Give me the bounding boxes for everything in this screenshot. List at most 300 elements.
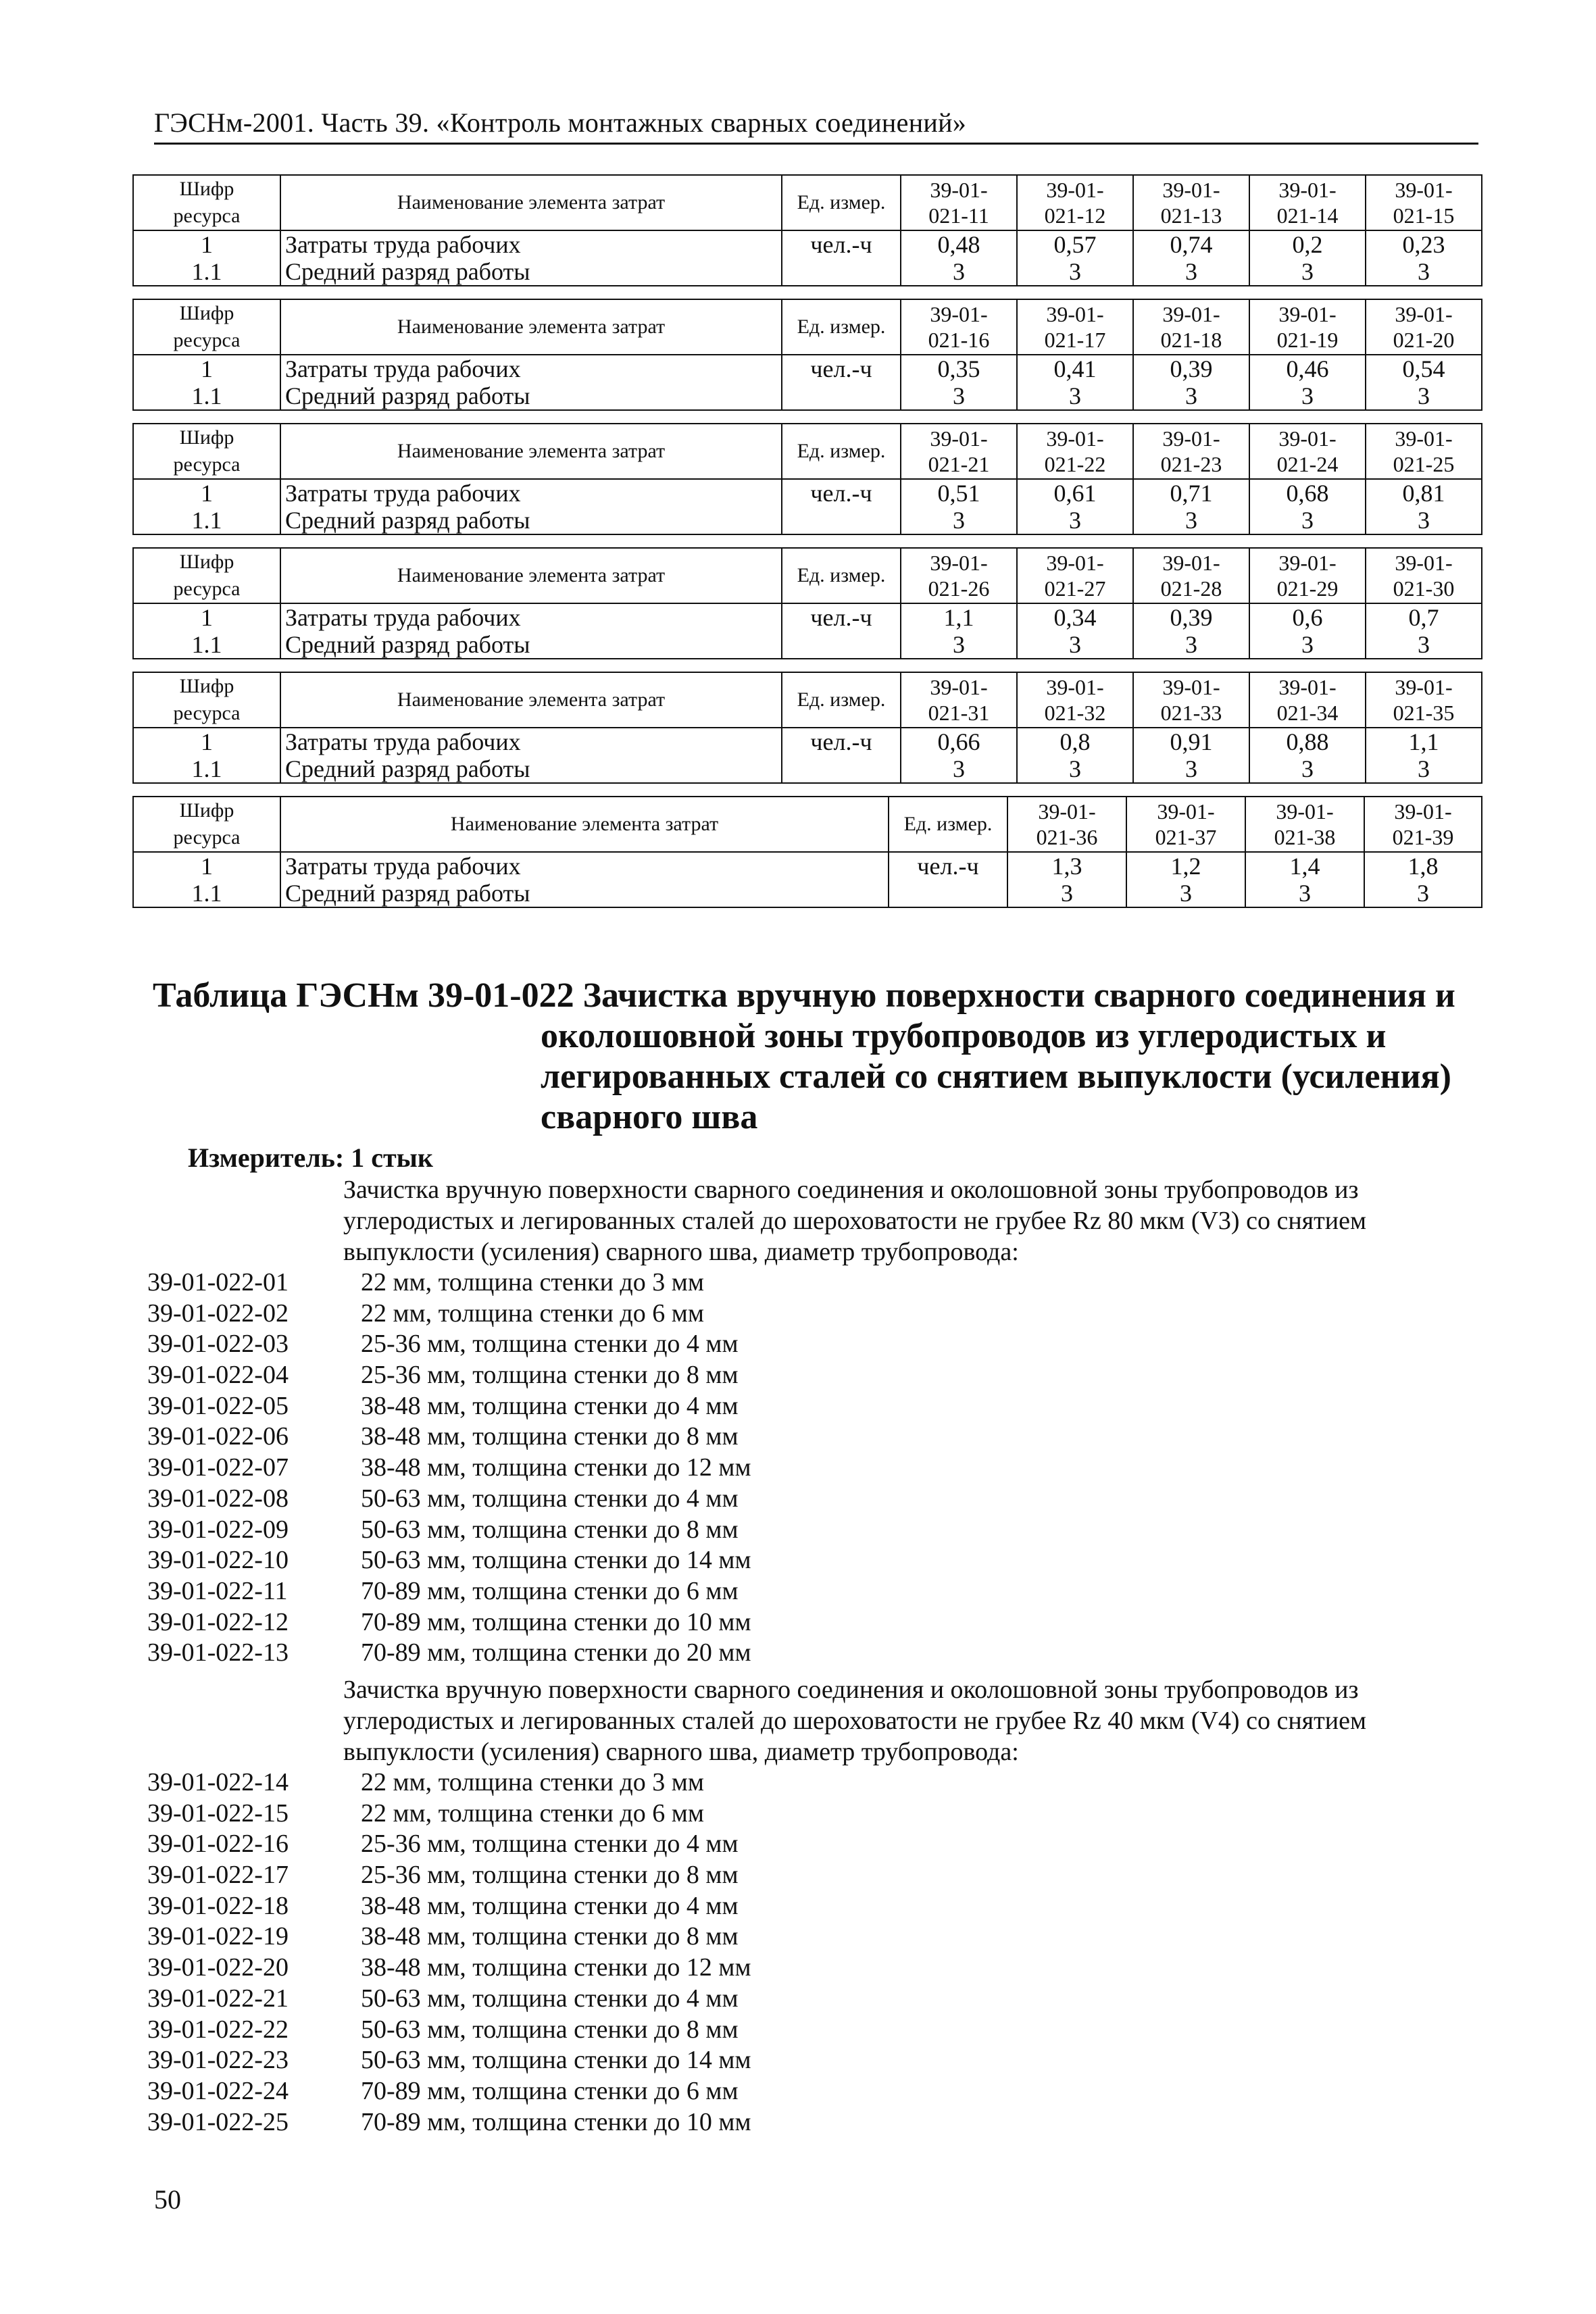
table-row [133, 507, 1482, 534]
cell-value-text: 3 [1061, 880, 1073, 907]
cell-code-text: 1 [201, 231, 213, 258]
col-header-norm-code [1126, 797, 1245, 852]
col-header-name-text: Наименование элемента затрат [397, 191, 666, 213]
col-header-norm-code-text: 39-01- [1162, 551, 1220, 575]
col-header-norm-code [1364, 797, 1482, 852]
col-header-norm-code-text: 021-30 [1393, 576, 1455, 601]
cell-value-text: 3 [953, 755, 965, 782]
item-code: 39-01-022-10 [147, 1546, 289, 1575]
section-text-line: выпуклости (усиления) сварного шва, диаметр трубопровода: [343, 1738, 1019, 1766]
item-description: 50-63 мм, толщина стенки до 14 мм [361, 1546, 751, 1575]
cell-value [1249, 507, 1366, 534]
cell-code-text: 1.1 [191, 880, 222, 907]
cell-value-text: 0,34 [1053, 604, 1097, 631]
col-header-unit [782, 175, 901, 230]
cell-value-text: 3 [1185, 631, 1197, 658]
col-header-code-text: ресурса [173, 702, 241, 724]
col-header-norm-code-text: 39-01- [1046, 178, 1104, 202]
cell-code-text: 1 [201, 728, 213, 755]
cell-value-text: 3 [1417, 880, 1429, 907]
item-description: 38-48 мм, толщина стенки до 12 мм [361, 1453, 751, 1482]
cell-value-text: 3 [1418, 755, 1430, 782]
col-header-norm-code [1017, 548, 1133, 603]
cell-code [133, 603, 280, 631]
col-header-norm-code [1366, 299, 1482, 355]
section-text-line: Зачистка вручную поверхности сварного соединения и околошовной зоны трубопроводов из [343, 1676, 1359, 1704]
cell-value-text: 3 [1069, 258, 1081, 285]
item-description: 38-48 мм, толщина стенки до 8 мм [361, 1922, 739, 1951]
col-header-norm-code-text: 021-24 [1276, 452, 1339, 476]
col-header-norm-code-text: 39-01- [1278, 675, 1337, 699]
list-item [147, 1484, 1161, 1515]
col-header-code-text: Шифр [179, 302, 234, 324]
col-header-norm-code-text: 39-01- [1162, 675, 1220, 699]
cell-name [280, 728, 782, 755]
cell-value [1249, 382, 1366, 410]
cell-value [1007, 852, 1126, 880]
cell-value-text: 0,54 [1402, 355, 1445, 382]
cell-value-text: 0,2 [1292, 231, 1323, 258]
cell-value [1133, 258, 1249, 286]
cell-name-text: Затраты труда рабочих [285, 355, 521, 382]
col-header-unit [782, 672, 901, 728]
col-header-name [280, 299, 782, 355]
cell-value [1017, 230, 1133, 258]
cell-name [280, 230, 782, 258]
item-code: 39-01-022-18 [147, 1891, 289, 1920]
cell-value-text: 0,51 [937, 480, 980, 507]
item-description: 50-63 мм, толщина стенки до 4 мм [361, 1484, 739, 1513]
item-code: 39-01-022-03 [147, 1330, 289, 1359]
cell-value [901, 355, 1017, 382]
item-description: 25-36 мм, толщина стенки до 4 мм [361, 1330, 739, 1359]
item-description: 50-63 мм, толщина стенки до 4 мм [361, 1984, 739, 2013]
cell-value-text: 3 [1069, 382, 1081, 409]
cell-unit-text: чел.-ч [810, 355, 872, 382]
col-header-code [133, 424, 280, 479]
section-text-line: углеродистых и легированных сталей до шероховатости не грубее Rz 40 мкм (V4) со снятием [343, 1707, 1366, 1735]
cell-value-text: 3 [1418, 258, 1430, 285]
table-row [133, 382, 1482, 410]
item-code: 39-01-022-06 [147, 1422, 289, 1451]
cell-unit [782, 603, 901, 631]
col-header-norm-code-text: 021-17 [1044, 328, 1106, 352]
col-header-unit-text: Ед. измер. [797, 688, 886, 711]
norm-table [132, 796, 1482, 908]
cell-unit [782, 479, 901, 507]
col-header-norm-code [1249, 548, 1366, 603]
col-header-norm-code-text: 39-01- [1395, 675, 1453, 699]
col-header-name [280, 175, 782, 230]
cell-value-text: 0,91 [1170, 728, 1213, 755]
cell-value-text: 3 [1069, 755, 1081, 782]
cell-value-text: 0,66 [937, 728, 980, 755]
cell-value [1249, 603, 1366, 631]
cell-value-text: 3 [953, 631, 965, 658]
item-code: 39-01-022-21 [147, 1984, 289, 2013]
cell-value-text: 3 [1418, 382, 1430, 409]
col-header-norm-code-text: 021-23 [1160, 452, 1222, 476]
cell-name-text: Средний разряд работы [285, 507, 530, 534]
item-code: 39-01-022-08 [147, 1484, 289, 1513]
col-header-norm-code-text: 39-01- [1046, 302, 1104, 326]
list-item [147, 1391, 1161, 1422]
col-header-norm-code-text: 021-25 [1393, 452, 1455, 476]
col-header-code-text: ресурса [173, 205, 241, 227]
cell-value [1017, 728, 1133, 755]
col-header-norm-code [901, 175, 1017, 230]
item-code: 39-01-022-24 [147, 2076, 289, 2105]
col-header-code [133, 175, 280, 230]
table-title [153, 976, 1477, 1138]
cell-value-text: 0,81 [1402, 480, 1445, 507]
cell-unit [889, 852, 1007, 880]
cell-name [280, 755, 782, 783]
table-row [133, 852, 1482, 880]
cell-value [901, 728, 1017, 755]
cell-value-text: 0,7 [1408, 604, 1439, 631]
list-item [147, 1576, 1161, 1607]
cell-value [901, 258, 1017, 286]
list-item [147, 1953, 1161, 1984]
cell-name-text: Затраты труда рабочих [285, 728, 521, 755]
item-code: 39-01-022-17 [147, 1861, 289, 1890]
running-header: ГЭСНм-2001. Часть 39. «Контроль монтажных сварных соединений» [154, 107, 1478, 145]
cell-value [1133, 507, 1249, 534]
item-code: 39-01-022-19 [147, 1922, 289, 1951]
cell-code-text: 1 [201, 355, 213, 382]
cell-value [1133, 382, 1249, 410]
list-item [147, 1891, 1161, 1922]
col-header-norm-code-text: 021-27 [1044, 576, 1106, 601]
col-header-norm-code [1366, 548, 1482, 603]
col-header-norm-code [1017, 424, 1133, 479]
cell-value-text: 0,39 [1170, 355, 1213, 382]
col-header-code [133, 299, 280, 355]
col-header-unit-text: Ед. измер. [797, 564, 886, 586]
cell-unit [889, 880, 1007, 907]
col-header-name-text: Наименование элемента затрат [450, 813, 719, 835]
cell-name-text: Средний разряд работы [285, 258, 530, 285]
cell-value [1366, 631, 1482, 659]
col-header-norm-code-text: 021-29 [1276, 576, 1339, 601]
item-description: 70-89 мм, толщина стенки до 10 мм [361, 1607, 751, 1636]
cell-value [1133, 479, 1249, 507]
item-code: 39-01-022-05 [147, 1391, 289, 1420]
cell-value [1366, 355, 1482, 382]
cell-value-text: 0,57 [1053, 231, 1097, 258]
list-item [147, 1638, 1161, 1669]
cell-code [133, 852, 280, 880]
col-header-unit [782, 299, 901, 355]
col-header-norm-code-text: 39-01- [1276, 799, 1334, 824]
cell-value-text: 1,8 [1407, 853, 1439, 880]
col-header-code-text: ресурса [173, 826, 241, 849]
cell-code-text: 1.1 [191, 507, 222, 534]
col-header-norm-code-text: 39-01- [1162, 178, 1220, 202]
cell-value-text: 0,74 [1170, 231, 1213, 258]
item-description: 25-36 мм, толщина стенки до 8 мм [361, 1861, 739, 1890]
cell-value-text: 0,23 [1402, 231, 1445, 258]
cell-value-text: 0,48 [937, 231, 980, 258]
cell-value [1366, 479, 1482, 507]
cell-value [1017, 479, 1133, 507]
cell-value [1017, 258, 1133, 286]
cell-value [1017, 507, 1133, 534]
col-header-code-text: ресурса [173, 453, 241, 476]
col-header-name [280, 672, 782, 728]
cell-value [1249, 631, 1366, 659]
cell-value [901, 230, 1017, 258]
col-header-norm-code-text: 39-01- [1046, 551, 1104, 575]
list-item [147, 1422, 1161, 1453]
list-item [147, 1984, 1161, 2015]
cell-unit [782, 230, 901, 258]
col-header-norm-code-text: 39-01- [1162, 426, 1220, 451]
norm-table [132, 174, 1482, 286]
cell-code [133, 479, 280, 507]
cell-value-text: 3 [1299, 880, 1311, 907]
table-title-line: сварного шва [541, 1098, 758, 1136]
table-row [133, 230, 1482, 258]
item-code: 39-01-022-13 [147, 1638, 289, 1667]
cell-value [1249, 479, 1366, 507]
col-header-norm-code-text: 39-01- [930, 675, 988, 699]
cell-value-text: 3 [1185, 258, 1197, 285]
table-title-line: Таблица ГЭСНм 39-01-022 Зачистка вручную поверхности сварного соединения и [153, 976, 1455, 1015]
table-title-line: легированных сталей со снятием выпуклости (усиления) [541, 1057, 1451, 1096]
section-text-line: Зачистка вручную поверхности сварного соединения и околошовной зоны трубопроводов из [343, 1176, 1359, 1204]
cell-name [280, 603, 782, 631]
cell-unit-text: чел.-ч [810, 231, 872, 258]
measure-unit: Измеритель: 1 стык [188, 1142, 433, 1173]
cell-value-text: 0,8 [1059, 728, 1091, 755]
col-header-name [280, 548, 782, 603]
col-header-code [133, 672, 280, 728]
col-header-norm-code-text: 021-28 [1160, 576, 1222, 601]
item-code: 39-01-022-22 [147, 2015, 289, 2044]
col-header-norm-code-text: 021-31 [928, 701, 990, 725]
col-header-code-text: ресурса [173, 578, 241, 600]
cell-value [1245, 880, 1364, 907]
col-header-unit-text: Ед. измер. [797, 440, 886, 462]
col-header-norm-code-text: 021-15 [1393, 203, 1455, 228]
cell-value-text: 3 [1301, 755, 1314, 782]
list-item [147, 1299, 1161, 1330]
cell-name [280, 479, 782, 507]
cell-value [901, 603, 1017, 631]
cell-value-text: 3 [1301, 631, 1314, 658]
col-header-norm-code [1133, 672, 1249, 728]
norm-table [132, 547, 1482, 659]
table-row [133, 728, 1482, 755]
table-row [133, 880, 1482, 907]
col-header-norm-code [1249, 299, 1366, 355]
list-item [147, 1329, 1161, 1360]
col-header-code-text: ресурса [173, 329, 241, 351]
col-header-name-text: Наименование элемента затрат [397, 564, 666, 586]
cell-unit-text: чел.-ч [917, 853, 979, 880]
cell-value-text: 3 [1069, 631, 1081, 658]
col-header-name [280, 797, 889, 852]
table-title-line: околошовной зоны трубопроводов из углеродистых и [541, 1017, 1387, 1055]
cell-value [1249, 728, 1366, 755]
cell-code [133, 507, 280, 534]
cell-value-text: 3 [953, 258, 965, 285]
item-description: 22 мм, толщина стенки до 3 мм [361, 1768, 704, 1796]
cell-value-text: 3 [1185, 382, 1197, 409]
cell-value [901, 479, 1017, 507]
item-description: 38-48 мм, толщина стенки до 4 мм [361, 1391, 739, 1420]
col-header-unit-text: Ед. измер. [797, 191, 886, 213]
cell-name [280, 631, 782, 659]
col-header-norm-code-text: 021-38 [1274, 825, 1336, 849]
col-header-norm-code-text: 39-01- [930, 302, 988, 326]
resource-tables [132, 174, 1481, 920]
table-row [133, 631, 1482, 659]
col-header-name-text: Наименование элемента затрат [397, 316, 666, 338]
col-header-norm-code-text: 39-01- [1157, 799, 1215, 824]
item-description: 25-36 мм, толщина стенки до 4 мм [361, 1830, 739, 1859]
col-header-code-text: Шифр [179, 675, 234, 697]
cell-value [1364, 880, 1482, 907]
cell-value [1364, 852, 1482, 880]
section-text-line: выпуклости (усиления) сварного шва, диаметр трубопровода: [343, 1238, 1019, 1266]
col-header-norm-code-text: 021-26 [928, 576, 990, 601]
cell-unit [782, 755, 901, 783]
col-header-norm-code [1133, 299, 1249, 355]
cell-unit [782, 507, 901, 534]
item-description: 38-48 мм, толщина стенки до 4 мм [361, 1891, 739, 1920]
cell-value-text: 3 [1301, 507, 1314, 534]
cell-value-text: 3 [1185, 507, 1197, 534]
section-1-items [147, 1267, 1161, 1669]
item-code: 39-01-022-15 [147, 1799, 289, 1828]
cell-value-text: 3 [953, 507, 965, 534]
cell-value-text: 0,39 [1170, 604, 1213, 631]
norm-table [132, 299, 1482, 411]
item-description: 22 мм, толщина стенки до 6 мм [361, 1299, 704, 1328]
cell-unit-text: чел.-ч [810, 604, 872, 631]
section-text-line: углеродистых и легированных сталей до шероховатости не грубее Rz 80 мкм (V3) со снятием [343, 1207, 1366, 1235]
item-code: 39-01-022-04 [147, 1361, 289, 1390]
col-header-norm-code-text: 39-01- [1278, 426, 1337, 451]
cell-value [1249, 258, 1366, 286]
cell-value-text: 0,35 [937, 355, 980, 382]
cell-value [1366, 755, 1482, 783]
cell-value-text: 0,71 [1170, 480, 1213, 507]
cell-code-text: 1.1 [191, 258, 222, 285]
cell-value-text: 3 [953, 382, 965, 409]
col-header-norm-code-text: 021-39 [1392, 825, 1454, 849]
cell-code [133, 230, 280, 258]
col-header-norm-code [1133, 175, 1249, 230]
cell-value-text: 1,2 [1170, 853, 1201, 880]
list-item [147, 1545, 1161, 1576]
item-description: 38-48 мм, толщина стенки до 8 мм [361, 1422, 739, 1451]
list-item [147, 1921, 1161, 1953]
table-row [133, 258, 1482, 286]
col-header-norm-code-text: 39-01- [1046, 426, 1104, 451]
cell-value-text: 3 [1180, 880, 1192, 907]
cell-code [133, 728, 280, 755]
cell-code-text: 1.1 [191, 631, 222, 658]
col-header-norm-code [901, 424, 1017, 479]
col-header-code [133, 797, 280, 852]
col-header-norm-code-text: 39-01- [1046, 675, 1104, 699]
cell-value-text: 1,1 [943, 604, 974, 631]
item-description: 70-89 мм, толщина стенки до 10 мм [361, 2107, 751, 2136]
cell-name-text: Затраты труда рабочих [285, 231, 521, 258]
col-header-norm-code [1017, 175, 1133, 230]
col-header-norm-code-text: 021-18 [1160, 328, 1222, 352]
cell-value [1133, 728, 1249, 755]
cell-value [1366, 230, 1482, 258]
item-description: 70-89 мм, толщина стенки до 6 мм [361, 2076, 739, 2105]
col-header-unit-text: Ед. измер. [903, 813, 993, 835]
cell-value [1133, 355, 1249, 382]
item-code: 39-01-022-07 [147, 1453, 289, 1482]
cell-value [901, 755, 1017, 783]
cell-unit [782, 355, 901, 382]
col-header-norm-code [1133, 424, 1249, 479]
item-code: 39-01-022-23 [147, 2046, 289, 2075]
col-header-norm-code [901, 672, 1017, 728]
cell-value [1133, 230, 1249, 258]
cell-value [1366, 507, 1482, 534]
cell-name [280, 880, 889, 907]
cell-name-text: Средний разряд работы [285, 755, 530, 782]
cell-value [1366, 603, 1482, 631]
col-header-norm-code [1017, 672, 1133, 728]
col-header-norm-code-text: 021-33 [1160, 701, 1222, 725]
col-header-norm-code [1017, 299, 1133, 355]
col-header-name [280, 424, 782, 479]
cell-value [1017, 382, 1133, 410]
list-item [147, 1360, 1161, 1391]
item-description: 25-36 мм, толщина стенки до 8 мм [361, 1361, 739, 1390]
list-item [147, 1799, 1161, 1830]
col-header-norm-code [1249, 672, 1366, 728]
list-item [147, 2015, 1161, 2046]
cell-value [1126, 880, 1245, 907]
cell-name [280, 258, 782, 286]
col-header-norm-code [1366, 175, 1482, 230]
cell-unit [782, 728, 901, 755]
cell-code-text: 1 [201, 480, 213, 507]
list-item [147, 2107, 1161, 2138]
cell-code-text: 1.1 [191, 382, 222, 409]
cell-unit [782, 382, 901, 410]
cell-unit [782, 258, 901, 286]
section-2-description [343, 1674, 1485, 1767]
item-description: 70-89 мм, толщина стенки до 20 мм [361, 1638, 751, 1667]
col-header-norm-code-text: 39-01- [1278, 551, 1337, 575]
list-item [147, 1453, 1161, 1484]
cell-value [1017, 603, 1133, 631]
col-header-norm-code-text: 39-01- [1395, 178, 1453, 202]
cell-name-text: Средний разряд работы [285, 631, 530, 658]
list-item [147, 2045, 1161, 2076]
col-header-code-text: Шифр [179, 426, 234, 449]
item-code: 39-01-022-09 [147, 1515, 289, 1544]
cell-value-text: 3 [1418, 631, 1430, 658]
col-header-unit [782, 424, 901, 479]
col-header-norm-code-text: 39-01- [1038, 799, 1096, 824]
norm-table [132, 672, 1482, 784]
section-2-items [147, 1767, 1161, 2138]
table-row [133, 355, 1482, 382]
